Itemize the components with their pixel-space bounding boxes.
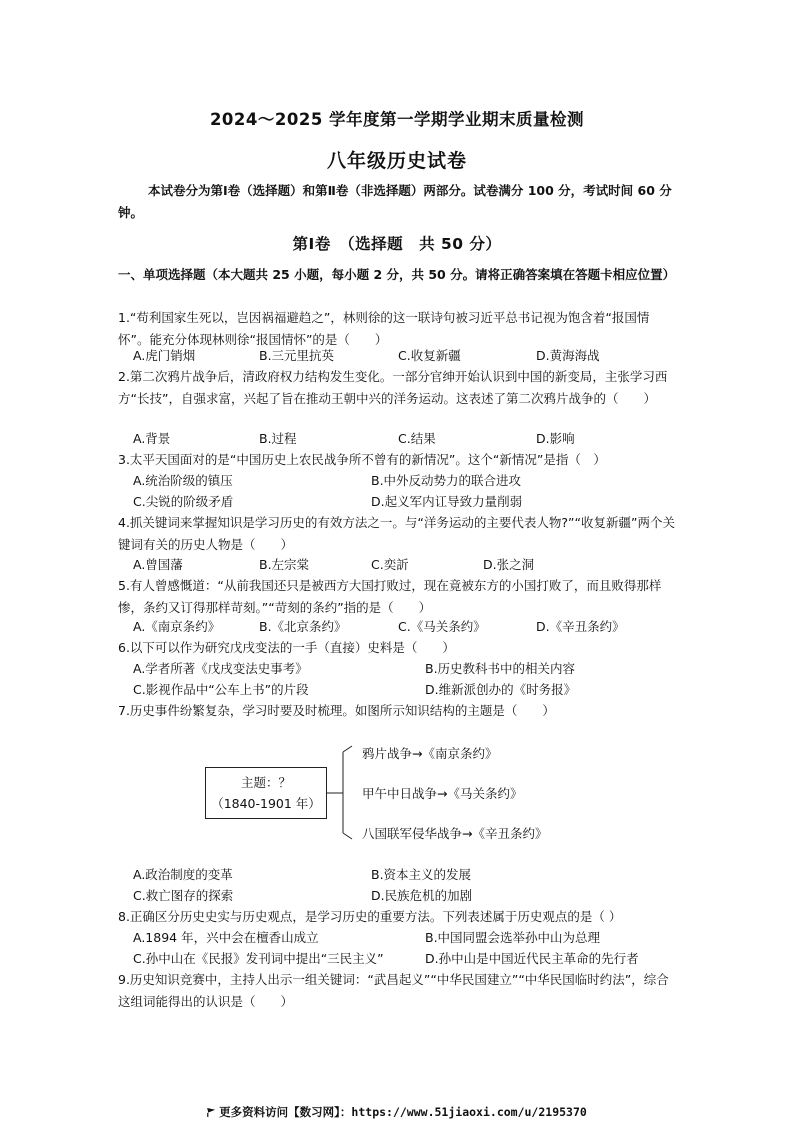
section-instruction: 一、单项选择题（本大题共 25 小题，每小题 2 分，共 50 分。请将正确答案填在答题卡相应位置） [118, 267, 676, 282]
option: A.曾国藩 [133, 557, 183, 572]
option: B.左宗棠 [259, 557, 310, 572]
option-row [133, 428, 678, 449]
option: C.孙中山在《民报》发刊词中提出“三民主义” [133, 951, 384, 966]
option: C.奕訢 [371, 557, 409, 572]
diagram-branch: 甲午中日战争→《马关条约》 [362, 786, 523, 801]
footer-text: 更多资料访问【数习网】：https://www.51jiaoxi.com/u/2195370 [219, 1105, 587, 1119]
question-stem: 5.有人曾感慨道：“从前我国还只是被西方大国打败过，现在竟被东方的小国打败了，而且败得那样惨，条约又订得那样苛刻。”“苛刻的条约”指的是（ ） [118, 578, 662, 615]
diagram-branch: 八国联军侵华战争→《辛丑条约》 [362, 826, 548, 841]
option: D.民族危机的加剧 [371, 888, 473, 903]
option: D.《辛丑条约》 [536, 619, 625, 634]
option-row [133, 658, 678, 679]
diagram-topic-years: （1840-1901 年） [211, 796, 321, 811]
option: A.背景 [133, 431, 171, 446]
question-stem: 3.太平天国面对的是“中国历史上农民战争所不曾有的新情况”。这个“新情况”是指（ ） [118, 452, 606, 467]
question-stem: 7.历史事件纷繁复杂，学习时要及时梳理。如图所示知识结构的主题是（ ） [118, 703, 555, 718]
option: C.救亡图存的探索 [133, 888, 234, 903]
question-stem: 2.第二次鸦片战争后，清政府权力结构发生变化。一部分官绅开始认识到中国的新变局，主张学习西方“长技”，自强求富，兴起了旨在推动王朝中兴的洋务运动。这表述了第二次鸦片战争的（ ） [118, 369, 668, 406]
option: B.历史教科书中的相关内容 [425, 661, 576, 676]
option-row [133, 345, 678, 366]
option: C.结果 [398, 431, 436, 446]
option: D.影响 [536, 431, 575, 446]
bracket-bottom [343, 833, 352, 839]
subject-title: 八年级历史试卷 [326, 150, 467, 172]
exam-title: 2024～2025 学年度第一学期学业期末质量检测 [209, 110, 585, 129]
option: C.尖锐的阶级矛盾 [133, 494, 234, 509]
exam-intro: 本试卷分为第Ⅰ卷（选择题）和第Ⅱ卷（非选择题）两部分。试卷满分 100 分，考试时间 60 分钟。 [118, 183, 672, 220]
option: C.影视作品中“公车上书”的片段 [133, 682, 309, 697]
option-row [133, 679, 678, 700]
question-stem: 4.抓关键词来掌握知识是学习历史的有效方法之一。与“洋务运动的主要代表人物?”“收复新疆”两个关键词有关的历史人物是（ ） [118, 515, 675, 552]
diagram-topic-box [205, 767, 327, 819]
question-stem: 9.历史知识竞赛中，主持人出示一组关键词：“武昌起义”“中华民国建立”“中华民国临时约法”，综合这组词能得出的认识是（ ） [118, 972, 669, 1009]
option: B.中外反动势力的联合进攻 [371, 473, 522, 488]
option: A.政治制度的变革 [133, 867, 233, 882]
option: B.三元里抗英 [259, 348, 335, 363]
option-row [133, 864, 678, 885]
question-stem: 1.“苟利国家生死以，岂因祸福避趋之”，林则徐的这一联诗句被习近平总书记视为饱含着“报国情怀”。能充分体现林则徐“报国情怀”的是（ ） [118, 310, 650, 347]
option: A.统治阶级的镇压 [133, 473, 233, 488]
option-row [133, 491, 678, 512]
option: A.《南京条约》 [133, 619, 221, 634]
option: C.《马关条约》 [398, 619, 486, 634]
option: B.《北京条约》 [259, 619, 347, 634]
option: D.张之洞 [483, 557, 535, 572]
option-row [133, 470, 678, 491]
option-row [133, 616, 678, 637]
footer-link[interactable] [0, 1104, 794, 1120]
part1-title: 第Ⅰ卷 （选择题 共 50 分） [292, 235, 502, 253]
option: D.黄海海战 [536, 348, 600, 363]
option: B.资本主义的发展 [371, 867, 472, 882]
question-stem: 8.正确区分历史史实与历史观点，是学习历史的重要方法。下列表述属于历史观点的是（ ） [118, 909, 622, 924]
option-row [133, 927, 678, 948]
option: A.学者所著《戊戌变法史事考》 [133, 661, 308, 676]
option-row [133, 885, 678, 906]
option: D.孙中山是中国近代民主革命的先行者 [425, 951, 639, 966]
question-stem: 6.以下可以作为研究戊戌变法的一手（直接）史料是（ ） [118, 640, 455, 655]
option-row [133, 948, 678, 969]
flag-icon [207, 1108, 215, 1117]
diagram-topic-label: 主题：？ [240, 775, 291, 790]
option: D.维新派创办的《时务报》 [425, 682, 577, 697]
option: B.中国同盟会选举孙中山为总理 [425, 930, 601, 945]
option: A.1894 年，兴中会在檀香山成立 [133, 930, 319, 945]
option: D.起义军内讧导致力量削弱 [371, 494, 523, 509]
option: B.过程 [259, 431, 297, 446]
bracket-top [343, 746, 352, 752]
option: C.收复新疆 [398, 348, 461, 363]
diagram-branch: 鸦片战争→《南京条约》 [362, 746, 498, 761]
option-row [133, 554, 678, 575]
option: A.虎门销烟 [133, 348, 196, 363]
